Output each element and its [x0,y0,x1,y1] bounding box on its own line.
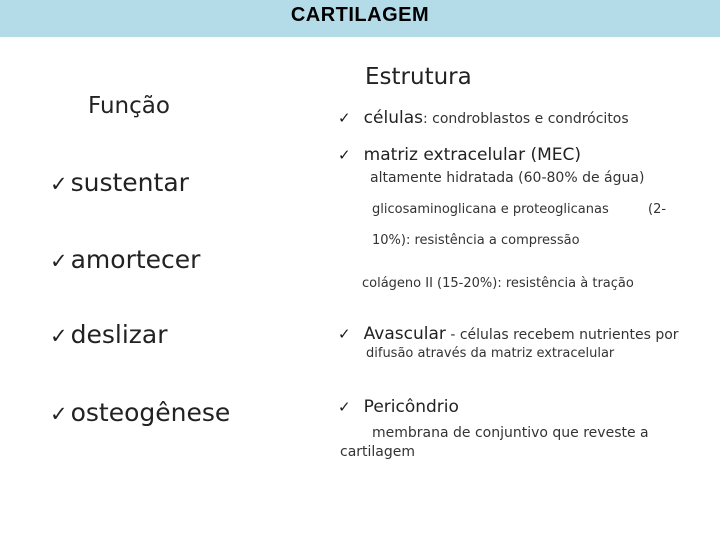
check-icon: ✓ [50,324,68,348]
funcao-item-deslizar: ✓ deslizar [50,320,168,349]
matriz-desc-2-pct: (2- [648,202,667,217]
funcao-item-sustentar: ✓ sustentar [50,168,189,197]
slide-title: CARTILAGEM [290,4,430,26]
pericondrio-desc-1: membrana de conjuntivo que reveste a [372,425,649,441]
check-icon: ✓ [50,172,68,196]
matriz-desc-1: altamente hidratada (60-80% de água) [370,170,645,186]
funcao-item-amortecer: ✓ amortecer [50,245,201,274]
estrutura-item-celulas: ✓ células: condroblastos e condrócitos [338,108,629,128]
estrutura-item-pericondrio: ✓ Pericôndrio [338,397,459,417]
pericondrio-desc-2: cartilagem [340,444,416,460]
check-icon: ✓ [338,146,351,164]
check-icon: ✓ [50,402,68,426]
check-icon: ✓ [338,109,351,127]
matriz-desc-2: glicosaminoglicana e proteoglicanas [372,202,609,217]
funcao-item-osteogenese: ✓ osteogênese [50,398,231,427]
funcao-heading: Função [88,93,170,119]
check-icon: ✓ [338,325,351,343]
matriz-desc-3: 10%): resistência a compressão [372,233,580,248]
check-icon: ✓ [50,249,68,273]
colageno-desc: colágeno II (15-20%): resistência à tração [362,276,634,291]
check-icon: ✓ [338,398,351,416]
estrutura-heading: Estrutura [365,64,472,90]
estrutura-item-avascular: ✓ Avascular - células recebem nutrientes por [338,324,679,344]
avascular-desc-2: difusão através da matriz extracelular [366,346,615,361]
estrutura-item-matriz: ✓ matriz extracelular (MEC) [338,145,582,165]
